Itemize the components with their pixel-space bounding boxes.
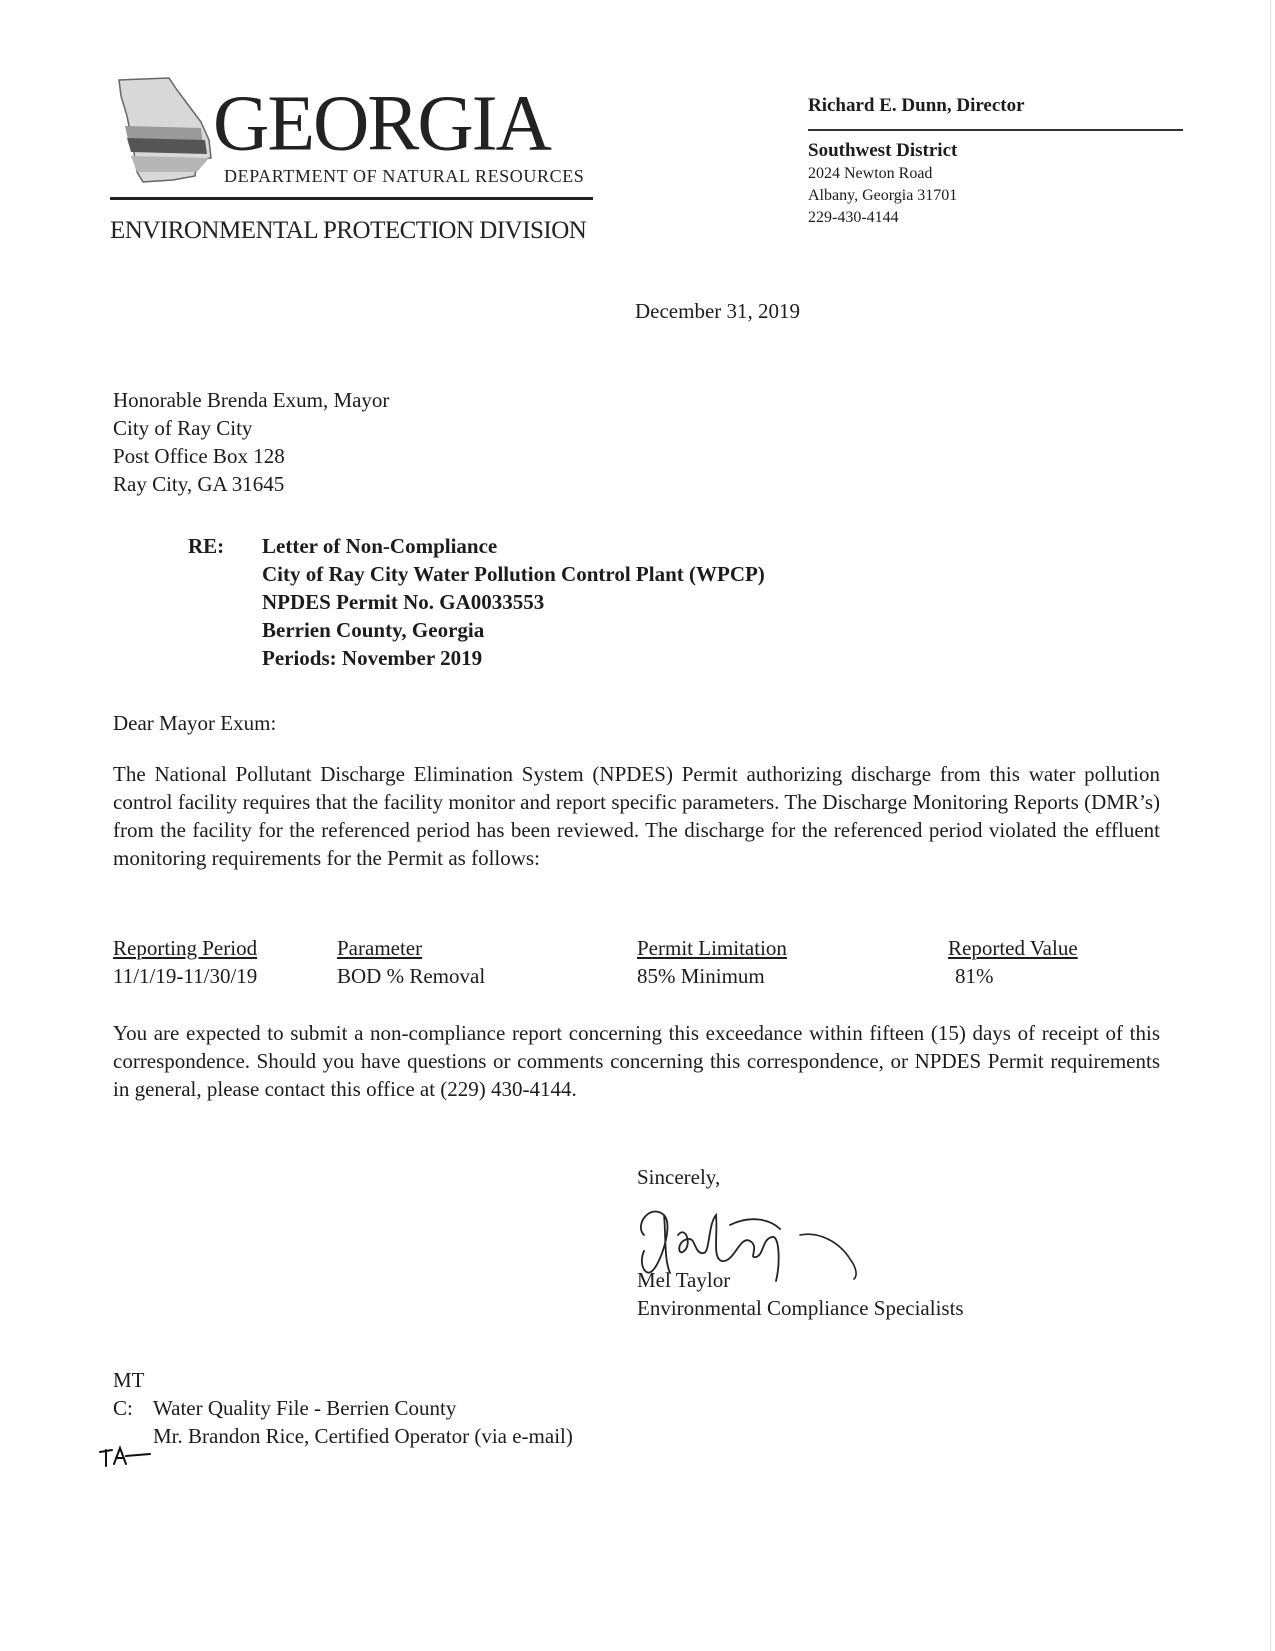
scan-edge bbox=[1270, 0, 1271, 1651]
subject-lines bbox=[262, 532, 765, 672]
district-street: 2024 Newton Road bbox=[808, 165, 933, 182]
table-cell: BOD % Removal bbox=[337, 964, 486, 988]
body-paragraph: The National Pollutant Discharge Elimination System (NPDES) Permit authorizing discharge from this water pollution control facility requires that the facility monitor and report specific parameters. The Discharge Monitoring Reports (DMR’s) from the facility for the referenced period has been reviewed. The discharge for the referenced period violated the effluent monitoring requirements for the Permit as follows: bbox=[113, 762, 1160, 870]
cc-recipient: Mr. Brandon Rice, Certified Operator (via e-mail) bbox=[153, 1424, 573, 1448]
director-divider bbox=[808, 129, 1183, 131]
typist-initials: MT bbox=[113, 1368, 145, 1392]
recipient-line: City of Ray City bbox=[113, 416, 253, 440]
subject-line: NPDES Permit No. GA0033553 bbox=[262, 590, 545, 614]
table-header: Permit Limitation bbox=[637, 936, 787, 960]
table-cell: 81% bbox=[955, 964, 994, 988]
table-cell: 11/1/19-11/30/19 bbox=[113, 964, 258, 988]
division-name: ENVIRONMENTAL PROTECTION DIVISION bbox=[110, 217, 587, 244]
subject-line: Periods: November 2019 bbox=[262, 646, 483, 670]
subject-line: Letter of Non-Compliance bbox=[262, 534, 498, 558]
cc-recipient: Water Quality File - Berrien County bbox=[153, 1396, 457, 1420]
district-phone: 229-430-4144 bbox=[808, 209, 899, 226]
table-header: Reporting Period bbox=[113, 936, 258, 960]
letter-date: December 31, 2019 bbox=[635, 299, 801, 323]
table-header: Parameter bbox=[337, 936, 423, 960]
recipient-line: Ray City, GA 31645 bbox=[113, 472, 285, 496]
table-header: Reported Value bbox=[948, 936, 1078, 960]
signer-name: Mel Taylor bbox=[637, 1268, 731, 1292]
subject-line: City of Ray City Water Pollution Control Plant (WPCP) bbox=[262, 562, 765, 586]
georgia-state-map-logo bbox=[113, 76, 215, 186]
director-name: Richard E. Dunn, Director bbox=[808, 95, 1025, 116]
letterhead-divider bbox=[110, 197, 593, 200]
georgia-wordmark: GEORGIA bbox=[213, 78, 550, 167]
closing: Sincerely, bbox=[637, 1165, 721, 1189]
salutation: Dear Mayor Exum: bbox=[113, 711, 277, 735]
recipient-line: Honorable Brenda Exum, Mayor bbox=[113, 388, 390, 412]
department-name: DEPARTMENT OF NATURAL RESOURCES bbox=[224, 166, 585, 186]
subject-label: RE: bbox=[188, 534, 225, 558]
table-cell: 85% Minimum bbox=[637, 964, 765, 988]
recipient-line: Post Office Box 128 bbox=[113, 444, 285, 468]
subject-line: Berrien County, Georgia bbox=[262, 618, 485, 642]
cc-label: C: bbox=[113, 1396, 133, 1420]
body-paragraph: You are expected to submit a non-compliance report concerning this exceedance within fifteen (15) days of receipt of this correspondence. Should you have questions or comments concerning this correspondence, or NPDES Permit requirements in general, please contact this office at (229) 430-4144. bbox=[113, 1021, 1160, 1101]
district-name: Southwest District bbox=[808, 140, 958, 161]
district-city: Albany, Georgia 31701 bbox=[808, 187, 958, 204]
handwritten-initials-mark bbox=[96, 1440, 156, 1470]
signer-title: Environmental Compliance Specialists bbox=[637, 1296, 964, 1320]
district-address bbox=[808, 139, 957, 229]
cc-list bbox=[153, 1394, 573, 1450]
recipient-address bbox=[113, 386, 389, 498]
